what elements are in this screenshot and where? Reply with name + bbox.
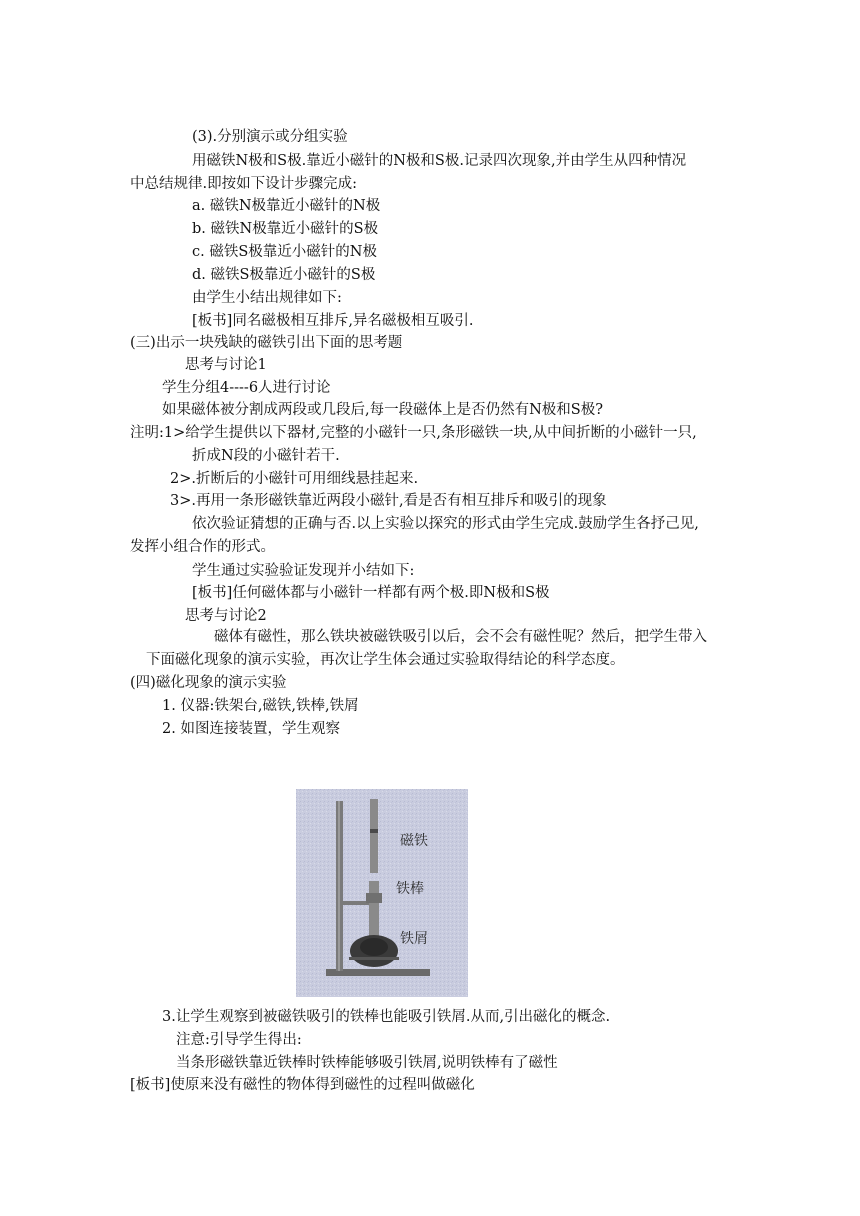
text-line: 学生通过实验验证发现并小结如下: [192,563,415,579]
text-line: [板书]任何磁体都与小磁针一样都有两个极.即N极和S极 [192,585,550,601]
text-line: 折成N段的小磁针若干. [192,448,340,464]
text-line: (3).分别演示或分组实验 [192,129,348,145]
text-line: 学生分组4----6人进行讨论 [162,380,331,396]
label-magnet: 磁铁 [400,833,428,849]
text-line: b. 磁铁N极靠近小磁针的S极 [192,221,379,237]
text-line: 中总结规律.即按如下设计步骤完成: [130,176,357,192]
text-line: 用磁铁N极和S极.靠近小磁针的N极和S极.记录四次现象,并由学生从四种情况 [192,153,687,169]
text-line: 3.让学生观察到被磁铁吸引的铁棒也能吸引铁屑.从而,引出磁化的概念. [162,1009,611,1025]
text-line: [板书]同名磁极相互排斥,异名磁极相互吸引. [192,313,474,329]
text-line: 3>.再用一条形磁铁靠近两段小磁针,看是否有相互排斥和吸引的现象 [170,493,607,509]
section-heading: (四)磁化现象的演示实验 [130,675,287,691]
text-line: 磁体有磁性，那么铁块被磁铁吸引以后，会不会有磁性呢？然后，把学生带入 [214,629,707,645]
text-line: 2. 如图连接装置，学生观察 [162,721,340,737]
text-line: 如果磁体被分割成两段或几段后,每一段磁体上是否仍然有N极和S极? [162,402,604,418]
section-heading: (三)出示一块残缺的磁铁引出下面的思考题 [130,335,403,351]
text-line: 注明:1>给学生提供以下器材,完整的小磁针一只,条形磁铁一块,从中间折断的小磁针一只, [130,425,697,441]
label-iron-filings: 铁屑 [400,931,428,947]
text-line: 由学生小结出规律如下: [192,290,342,306]
text-line: 思考与讨论1 [185,357,267,373]
label-iron-rod: 铁棒 [396,881,424,897]
text-line: 2>.折断后的小磁针可用细线悬挂起来. [170,471,419,487]
text-line: 1. 仪器:铁架台,磁铁,铁棒,铁屑 [162,698,359,714]
text-line: a. 磁铁N极靠近小磁针的N极 [192,198,381,214]
text-line: [板书]使原来没有磁性的物体得到磁性的过程叫做磁化 [130,1077,475,1093]
text-line: 下面磁化现象的演示实验，再次让学生体会通过实验取得结论的科学态度。 [146,652,625,668]
magnetization-apparatus-figure [296,789,468,997]
text-line: 发挥小组合作的形式。 [130,539,275,555]
text-line: 注意:引导学生得出: [176,1032,302,1048]
text-line: 当条形磁铁靠近铁棒时铁棒能够吸引铁屑,说明铁棒有了磁性 [176,1055,558,1071]
text-line: c. 磁铁S极靠近小磁针的N极 [192,244,377,260]
text-line: d. 磁铁S极靠近小磁针的S极 [192,267,376,283]
text-line: 依次验证猜想的正确与否.以上实验以探究的形式由学生完成.鼓励学生各抒己见, [192,516,699,532]
text-line: 思考与讨论2 [185,608,267,624]
